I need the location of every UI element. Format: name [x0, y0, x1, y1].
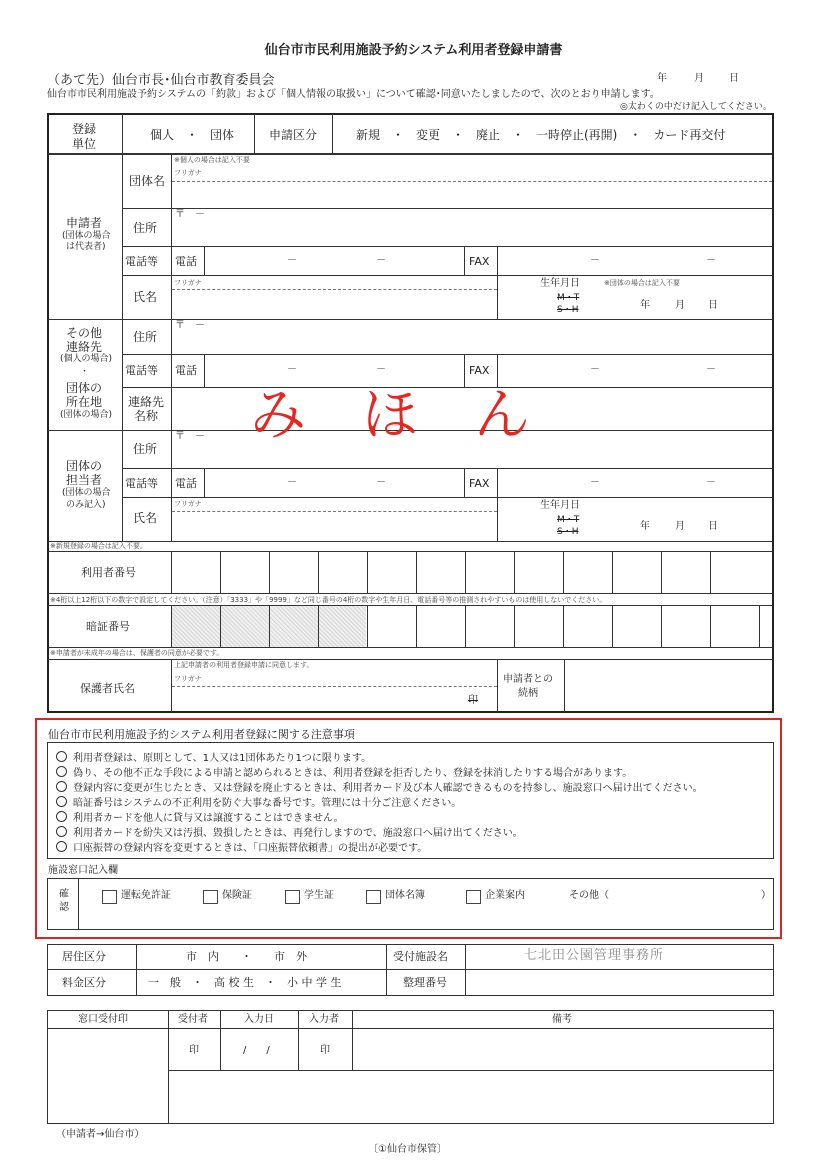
new-registration-note: ※新規登録の場合は記入不要。: [50, 542, 147, 550]
note-item-1: 利用者登録は、原則として、1人又は1団体あたり1つに限ります。: [56, 751, 371, 764]
applicant-postal-mark: 〒 －: [175, 209, 205, 220]
receiver-seal: 印: [189, 1045, 199, 1056]
other-phone-label: 電話等: [125, 364, 158, 377]
group-contact-era-1: M・T: [557, 515, 580, 525]
group-contact-fax-dash-1: －: [590, 477, 600, 488]
applicant-fax-label: FAX: [469, 255, 490, 268]
guardian-relation-2: 続柄: [518, 688, 538, 699]
addressee: （あて先）仙台市長･仙台市教育委員会: [47, 73, 275, 88]
agreement-text: 仙台市市民利用施設予約システムの「約款」および「個人情報の取扱い」について確認･同意いたしましたので、次のとおり申請します。: [47, 89, 660, 100]
applicant-birth-note: ※団体の場合は記入不要: [604, 279, 680, 287]
group-contact-tel-dash-1: －: [287, 477, 297, 488]
applicant-sub-1: (団体の場合: [62, 231, 111, 241]
note-item-7: 口座振替の登録内容を変更するときは、「口座振替依頼書」の提出が必要です。: [56, 841, 427, 854]
facility-stamp: 七北田公園管理事務所: [524, 948, 665, 963]
guardian-furigana: フリガナ: [174, 675, 202, 683]
notes-title: 仙台市市民利用施設予約システム利用者登録に関する注意事項: [48, 728, 355, 741]
office-section-title: 施設窓口記入欄: [48, 865, 118, 876]
group-contact-l4: のみ記入): [66, 500, 106, 510]
check-other-label: その他（: [569, 890, 609, 901]
residence-label: 居住区分: [62, 950, 106, 963]
registration-unit-label-2: 単位: [72, 137, 97, 151]
other-tel-dash-1: －: [287, 364, 297, 375]
page-title: 仙台市市民利用施設予約システム利用者登録申請書: [264, 43, 563, 58]
group-contact-l1: 団体の: [66, 459, 103, 473]
applicant-birth-label: 生年月日: [540, 278, 580, 289]
applicant-era-2: S・H: [557, 305, 579, 315]
application-category-options[interactable]: 新規 ・ 変更 ・ 廃止 ・ 一時停止(再開) ・ カード再交付: [356, 128, 726, 142]
check-company-profile[interactable]: [466, 890, 481, 904]
check-group-roster-label: 団体名簿: [385, 890, 425, 901]
group-contact-fax-dash-2: －: [706, 477, 716, 488]
registration-unit-options[interactable]: 個人 ・ 団体: [150, 128, 235, 142]
check-drivers-license[interactable]: [102, 890, 117, 904]
applicant-birth-year: 年: [640, 300, 650, 311]
other-tel-dash-2: －: [376, 364, 386, 375]
applicant-tel-dash-2: －: [376, 255, 386, 266]
date-year-label: 年: [657, 73, 667, 84]
check-company-profile-label: 企業案内: [485, 890, 525, 901]
check-drivers-license-label: 運転免許証: [121, 890, 171, 901]
guardian-label: 保護者氏名: [80, 682, 135, 695]
group-contact-birth-month: 月: [675, 521, 685, 532]
note-item-2: 偽り、その他不正な手段による申請と認められるときは、利用者登録を拒否したり、登録を抹消したりする場合があります。: [56, 766, 632, 779]
group-contact-name-label: 氏名: [133, 511, 158, 525]
pin-label: 暗証番号: [86, 620, 130, 633]
group-contact-l3: (団体の場合: [62, 488, 111, 498]
thick-frame-note: ◎太わくの中だけ記入してください。: [620, 102, 772, 112]
applicant-birth-month: 月: [675, 300, 685, 311]
applicant-name-furigana: フリガナ: [174, 279, 202, 287]
other-fax-dash-1: －: [590, 364, 600, 375]
other-contact-l6: 所在地: [66, 395, 103, 409]
group-contact-tel-dash-2: －: [376, 477, 386, 488]
residence-options[interactable]: 市 内 ・ 市 外: [186, 950, 307, 963]
group-contact-tel-label: 電話: [175, 477, 197, 490]
reception-header-input-person: 入力者: [309, 1014, 339, 1025]
group-contact-birth-day: 日: [708, 521, 718, 532]
group-contact-furigana: フリガナ: [174, 500, 202, 508]
other-contact-l1: その他: [66, 326, 103, 340]
check-other-close: ）: [761, 890, 771, 901]
confirm-label-2: 認: [59, 902, 69, 913]
other-tel-label: 電話: [175, 364, 197, 377]
application-category-label: 申請区分: [269, 128, 318, 142]
reception-header-input-date: 入力日: [244, 1014, 274, 1025]
other-contact-l2: 連絡先: [66, 340, 103, 354]
check-student-id[interactable]: [285, 890, 300, 904]
contact-name-label-1: 連絡先: [128, 395, 165, 409]
applicant-sub-2: は代表者): [66, 242, 106, 252]
group-contact-fax-label: FAX: [469, 477, 490, 490]
date-month-label: 月: [694, 73, 704, 84]
check-student-id-label: 学生証: [304, 890, 334, 901]
footer-storage: 〔①仙台市保管〕: [368, 1144, 447, 1155]
other-fax-dash-2: －: [706, 364, 716, 375]
applicant-phone-label: 電話等: [125, 255, 158, 268]
other-fax-label: FAX: [469, 364, 490, 377]
minor-note: ※申請者が未成年の場合は、保護者の同意が必要です。: [50, 649, 224, 657]
applicant-address-label: 住所: [133, 221, 158, 235]
group-name-furigana: フリガナ: [174, 169, 202, 177]
other-contact-l7: (団体の場合): [60, 410, 113, 420]
applicant-name-label: 氏名: [133, 290, 158, 304]
pin-note: ※4桁以上12桁以下の数字で設定してください。（注意）「3333」や「9999」など同じ番号の4桁の数字や生年月日、電話番号等の推測されやすいものは使用しないでください。: [50, 596, 607, 604]
other-contact-l4: ・: [80, 367, 90, 377]
group-contact-postal-mark: 〒 －: [175, 431, 205, 442]
group-contact-era-2: S・H: [557, 527, 579, 537]
applicant-fax-dash-2: －: [706, 255, 716, 266]
reception-header-remarks: 備考: [552, 1014, 572, 1025]
other-address-label: 住所: [133, 330, 158, 344]
user-number-label: 利用者番号: [81, 566, 136, 579]
group-contact-birth-year: 年: [640, 521, 650, 532]
input-date-slashes: / /: [243, 1045, 270, 1056]
guardian-consent: 上記申請者の利用者登録申請に同意します。: [174, 661, 314, 669]
other-postal-mark: 〒 －: [175, 320, 205, 331]
group-contact-address-label: 住所: [133, 442, 158, 456]
guardian-relation-1: 申請者との: [503, 674, 553, 685]
group-contact-birth-label: 生年月日: [540, 500, 580, 511]
group-name-label: 団体名: [129, 174, 166, 188]
office-check-box: [47, 878, 774, 930]
date-day-label: 日: [729, 73, 739, 84]
other-contact-l3: (個人の場合): [60, 354, 113, 364]
reception-header-stamp: 窓口受付印: [78, 1014, 128, 1025]
fee-label: 料金区分: [62, 976, 106, 989]
note-item-3: 登録内容に変更が生じたとき、又は登録を廃止するときは、利用者カード及び本人確認できるものを持参し、施設窓口へ届け出てください。: [56, 781, 703, 794]
sample-watermark: み ほ ん: [250, 383, 530, 448]
confirm-label-1: 確: [59, 889, 69, 900]
check-insurance-card[interactable]: [203, 890, 218, 904]
note-item-5: 利用者カードを他人に貸与又は譲渡することはできません。: [56, 811, 344, 824]
check-insurance-card-label: 保険証: [222, 890, 252, 901]
guardian-seal: 印: [468, 695, 478, 706]
applicant-birth-day: 日: [708, 300, 718, 311]
other-contact-l5: 団体の: [66, 381, 103, 395]
footer-route: （申請者→仙台市）: [56, 1129, 145, 1140]
note-item-4: 暗証番号はシステムの不正利用を防ぐ大事な番号です。管理には十分ご注意ください。: [56, 796, 461, 809]
applicant-tel-label: 電話: [175, 255, 197, 268]
fee-options[interactable]: 一 般 ・ 高 校 生 ・ 小 中 学 生: [148, 976, 342, 989]
facility-label: 受付施設名: [393, 950, 448, 963]
group-contact-phone-label: 電話等: [125, 477, 158, 490]
applicant-label: 申請者: [66, 216, 103, 230]
input-person-seal: 印: [320, 1045, 330, 1056]
note-item-6: 利用者カードを紛失又は汚損、毀損したときは、再発行しますので、施設窓口へ届け出てください。: [56, 826, 523, 839]
registration-unit-label-1: 登録: [72, 122, 97, 136]
applicant-fax-dash-1: －: [590, 255, 600, 266]
group-contact-l2: 担当者: [66, 473, 103, 487]
applicant-tel-dash-1: －: [287, 255, 297, 266]
reception-header-receiver: 受付者: [178, 1014, 208, 1025]
check-group-roster[interactable]: [366, 890, 381, 904]
applicant-era-1: M・T: [557, 293, 580, 303]
contact-name-label-2: 名称: [134, 409, 159, 423]
group-name-note: ※個人の場合は記入不要: [174, 156, 250, 164]
reference-number-label: 整理番号: [403, 976, 447, 989]
